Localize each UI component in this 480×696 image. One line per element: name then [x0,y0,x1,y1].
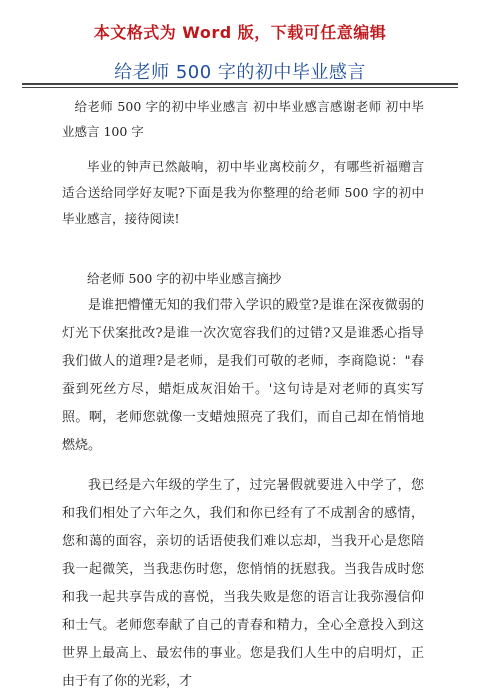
title-divider-thick [22,83,458,85]
word-format-banner: 本文格式为 Word 版，下载可任意编辑 [93,23,387,42]
body-paragraph-1: 是谁把懵懂无知的我们带入学识的殿堂?是谁在深夜微弱的灯光下伏案批改?是谁一次次宽容我们的过错?又是谁悉心指导我们做人的道理?是老师，是我们可敬的老师，李商隐说："春蚕到死丝方尽，蜡炬成灰泪始干。'这句诗是对老师的真实写照。啊，老师您就像一支蜡烛照亮了我们，而自己却在悄悄地燃烧。 [62,298,424,453]
section-heading: 给老师 500 字的初中毕业感言摘抄 [87,271,282,286]
title-divider-thin [22,87,458,88]
opening-paragraph: 毕业的钟声已然敲响，初中毕业离校前夕，有哪些祈福赠言适合送给同学好友呢?下面是我为你整理的给老师 500 字的初中毕业感言，接待阅读! [62,159,424,226]
body-paragraph-2: 我已经是六年级的学生了，过完暑假就要进入中学了，您和我们相处了六年之久，我们和你已经有了不成割舍的感情，您和蔼的面容，亲切的话语使我们难以忘却，当我开心是您陪我一起微笑，当我悲伤时您，您悄悄的抚慰我。当我告成时您和我一起共享告成的喜悦，当我失败是您的语言让我弥漫信仰和士气。老师您奉献了自己的青春和精力，全心全意投入到这世界上最高上、最宏伟的事业。您是我们人生中的启明灯，正由于有了你的光彩，才 [62,478,424,689]
document-body [62,94,424,696]
page-mark: · [238,640,240,647]
document-title: 给老师 500 字的初中毕业感言 [114,62,366,83]
intro-paragraph: 给老师 500 字的初中毕业感言 初中毕业感言感谢老师 初中毕业感言 100 字 [62,99,424,139]
